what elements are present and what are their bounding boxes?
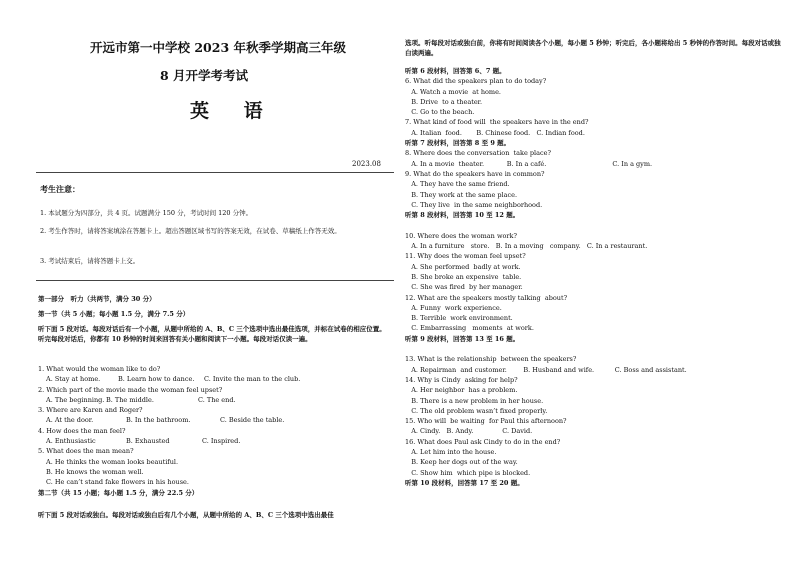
material-heading: 听第 6 段材料，回答第 6、7 题。 <box>405 67 506 75</box>
material-heading: 听第 9 段材料，回答第 13 至 16 题。 <box>405 334 520 343</box>
question-line: 15. Who will be waiting for Paul this afternoon? <box>405 417 567 426</box>
exam-title: 开远市第一中学校 2023 年秋季学期高三年级 <box>90 40 346 55</box>
question-line: 13. What is the relationship between the speakers? <box>405 355 577 364</box>
question-5-option-b: B. He knows the woman well. <box>46 467 144 476</box>
question-line: A. In a movie theater. B. In a café. C. In a gym. <box>405 159 653 168</box>
divider-bottom <box>36 280 394 281</box>
question-line: A. Cindy. B. Andy. C. David. <box>405 427 533 436</box>
option: C. Beside the table. <box>220 416 285 425</box>
question-line: A. Let him into the house. <box>405 447 497 456</box>
section1-instructions: 听下面 5 段对话。每段对话后有一个小题，从题中所给的 A、B、C 三个选项中选出最佳选项，并标在试卷的相应位置。听完每段对话后，你都有 10 秒钟的时间来回答有关小题和阅读下一小题。每段对话仅读一遍。 <box>38 325 386 343</box>
question-line: B. Keep her dogs out of the way. <box>405 458 518 467</box>
question-line: A. In a furniture store. B. In a moving company. C. In a restaurant. <box>405 242 648 251</box>
option: B. The middle. <box>106 395 154 404</box>
section2-title: 第二节（共 15 小题；每小题 1.5 分，满分 22.5 分） <box>38 488 199 497</box>
question-line: A. They have the same friend. <box>405 180 510 189</box>
question-1: 1. What would the woman like to do? <box>38 365 161 373</box>
section2-instructions-continued: 选项。听每段对话或独白前，你将有时间阅读各个小题，每小题 5 秒钟；听完后，各小题将给出 5 秒钟的作答时间。每段对话或独白读两遍。 <box>405 39 781 57</box>
section1-title: 第一节（共 5 小题；每小题 1.5 分，满分 7.5 分） <box>38 310 190 318</box>
question-3: 3. Where are Karen and Roger? <box>38 406 143 415</box>
option: A. Stay at home. <box>46 375 101 384</box>
question-line: 11. Why does the woman feel upset? <box>405 252 526 261</box>
question-line: A. She performed badly at work. <box>405 262 521 271</box>
question-1-options <box>38 374 393 384</box>
question-line: B. Drive to a theater. <box>405 97 483 106</box>
question-list-1-5 <box>38 364 393 498</box>
option: B. Exhausted <box>126 437 170 446</box>
option: C. Invite the man to the club. <box>204 375 301 384</box>
question-line: 10. Where does the woman work? <box>405 231 517 240</box>
question-list-6-20 <box>405 66 790 488</box>
question-line: 16. What does Paul ask Cindy to do in the end? <box>405 437 561 446</box>
question-line: A. Repairman and customer. B. Husband and wife. C. Boss and assistant. <box>405 365 687 374</box>
question-5: 5. What does the man mean? <box>38 447 134 456</box>
question-4: 4. How does the man feel? <box>38 426 126 435</box>
question-line: B. Terrible work environment. <box>405 314 513 323</box>
question-line: 6. What did the speakers plan to do today? <box>405 77 547 86</box>
question-line: 9. What do the speakers have in common? <box>405 169 545 178</box>
question-line <box>405 344 790 354</box>
question-4-options <box>38 436 393 446</box>
notice-item-2: 2. 考生作答时，请将答案填涂在答题卡上。超出答题区域书写的答案无效，在试卷、草稿纸上作答无效。 <box>40 227 341 235</box>
question-line: 14. Why is Cindy asking for help? <box>405 375 518 384</box>
question-line: C. She was fired by her manager. <box>405 283 523 292</box>
question-line: A. Watch a movie at home. <box>405 87 501 96</box>
question-line: 8. Where does the conversation take place? <box>405 149 551 158</box>
right-column <box>400 0 794 562</box>
question-line: 7. What kind of food will the speakers have in the end? <box>405 118 589 127</box>
question-line: B. They work at the same place. <box>405 190 518 199</box>
material-heading: 听第 7 段材料，回答第 8 至 9 题。 <box>405 139 511 148</box>
notice-item-1: 1. 本试题分为四部分，共 4 页。试题满分 150 分，考试时间 120 分钟。 <box>40 209 253 217</box>
question-2: 2. Which part of the movie made the woman feel upset? <box>38 385 223 394</box>
question-line: C. They live in the same neighborhood. <box>405 200 543 209</box>
question-5-option-c: C. He can’t stand fake flowers in his house. <box>46 478 189 487</box>
question-line: A. Italian food. B. Chinese food. C. Indian food. <box>405 128 585 137</box>
exam-date: 2023.08 <box>352 160 381 168</box>
question-2-options <box>38 395 393 405</box>
option: B. Learn how to dance. <box>118 375 195 384</box>
notice-heading: 考生注意： <box>40 184 80 194</box>
material-heading: 听第 10 段材料，回答第 17 至 20 题。 <box>405 478 524 487</box>
notice-item-3: 3. 考试结束后，请将答题卡上交。 <box>40 257 140 265</box>
option: A. At the door. <box>46 416 94 425</box>
question-line: C. Show him which pipe is blocked. <box>405 468 531 477</box>
question-line: C. Embarrassing moments at work. <box>405 324 534 333</box>
question-line: C. The old problem wasn’t fixed properly. <box>405 406 548 415</box>
exam-subtitle: 8 月开学考考试 <box>160 68 249 83</box>
question-5-option-a: A. He thinks the woman looks beautiful. <box>46 457 179 466</box>
question-line: B. She broke an expensive table. <box>405 272 522 281</box>
material-heading: 听第 8 段材料，回答第 10 至 12 题。 <box>405 211 520 220</box>
question-line: A. Funny work experience. <box>405 303 502 312</box>
question-line <box>405 220 790 230</box>
option: C. Inspired. <box>202 437 241 446</box>
option: C. The end. <box>198 395 236 404</box>
option: A. Enthusiastic <box>46 437 96 446</box>
question-3-options <box>38 415 393 425</box>
part1-title: 第一部分 听力（共两节，满分 30 分） <box>38 295 156 303</box>
option: B. In the bathroom. <box>126 416 191 425</box>
option: A. The beginning. <box>46 395 105 404</box>
question-line: A. Her neighbor has a problem. <box>405 386 518 395</box>
question-line: 12. What are the speakers mostly talking about? <box>405 293 568 302</box>
section2-instructions-start: 听下面 5 段对话或独白。每段对话或独白后有几个小题，从题中所给的 A、B、C 三个选项中选出最佳 <box>38 511 334 519</box>
divider-top <box>36 172 394 173</box>
question-line: C. Go to the beach. <box>405 108 475 117</box>
question-line: B. There is a new problem in her house. <box>405 396 544 405</box>
subject-title: 英 语 <box>190 100 277 122</box>
